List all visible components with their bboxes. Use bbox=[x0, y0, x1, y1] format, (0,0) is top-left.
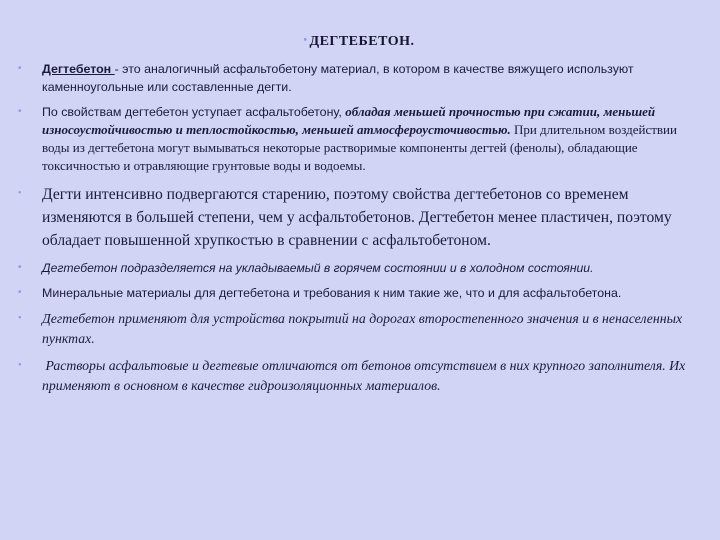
bullet-item-definition bbox=[18, 60, 700, 96]
slide-title bbox=[18, 34, 700, 50]
aging-text: Дегти интенсивно подвергаются старению, поэтому свойства дегтебетонов со временем изменяются в большей степени, чем у асфальтобетонов. Дегтебетон менее пластичен, поэтому обладает повышенной хрупкостью в сравнении с асфальтобетоном. bbox=[42, 186, 672, 249]
bullet-item-classification bbox=[18, 259, 700, 277]
bullet-item-properties bbox=[18, 103, 700, 175]
definition-text: - это аналогичный асфальтобетону материал, в котором в качестве вяжущего используют каменноугольные или составленные дегти. bbox=[42, 62, 634, 94]
bullet-icon: • bbox=[303, 35, 308, 46]
bullet-icon: • bbox=[18, 63, 22, 74]
bullet-icon: • bbox=[18, 106, 22, 117]
term-label: Дегтебетон bbox=[42, 62, 115, 76]
bullet-icon: • bbox=[18, 262, 22, 273]
bullet-item-mortars bbox=[18, 356, 700, 396]
properties-rest-text: При длительном воздействии воды из дегтебетона могут вымываться некоторые растворимые компоненты дегтей (фенолы), обладающие токсичностью и отравляющие грунтовые воды и водоемы. bbox=[42, 122, 677, 173]
properties-emphasis-text: обладая меньшей прочностью при сжатии, меньшей износоустойчивостью и теплостойкостью, меньшей атмосфероусточивостью. bbox=[42, 104, 656, 137]
bullet-icon: • bbox=[18, 360, 22, 371]
bullet-icon: • bbox=[18, 188, 22, 199]
bullet-icon: • bbox=[18, 287, 22, 298]
application-text: Дегтебетон применяют для устройства покрытий на дорогах второстепенного значения и в ненаселенных пунктах. bbox=[42, 311, 683, 346]
bullet-item-aging bbox=[18, 182, 700, 252]
bullet-item-application bbox=[18, 309, 700, 349]
properties-lead-text: По свойствам дегтебетон уступает асфальтобетону, bbox=[42, 105, 346, 119]
materials-text: Минеральные материалы для дегтебетона и требования к ним такие же, что и для асфальтобетона. bbox=[42, 286, 622, 300]
slide-title-text: ДЕГТЕБЕТОН. bbox=[309, 34, 415, 49]
bullet-icon: • bbox=[18, 313, 22, 324]
bullet-item-materials bbox=[18, 284, 700, 302]
classification-text: Дегтебетон подразделяется на укладываемый в горячем состоянии и в холодном состоянии. bbox=[42, 261, 594, 275]
mortars-text: Растворы асфальтовые и дегтевые отличаются от бетонов отсутствием в них крупного заполнителя. Их применяют в основном в качестве гидроизоляционных материалов. bbox=[42, 358, 686, 393]
slide-content bbox=[18, 34, 700, 403]
